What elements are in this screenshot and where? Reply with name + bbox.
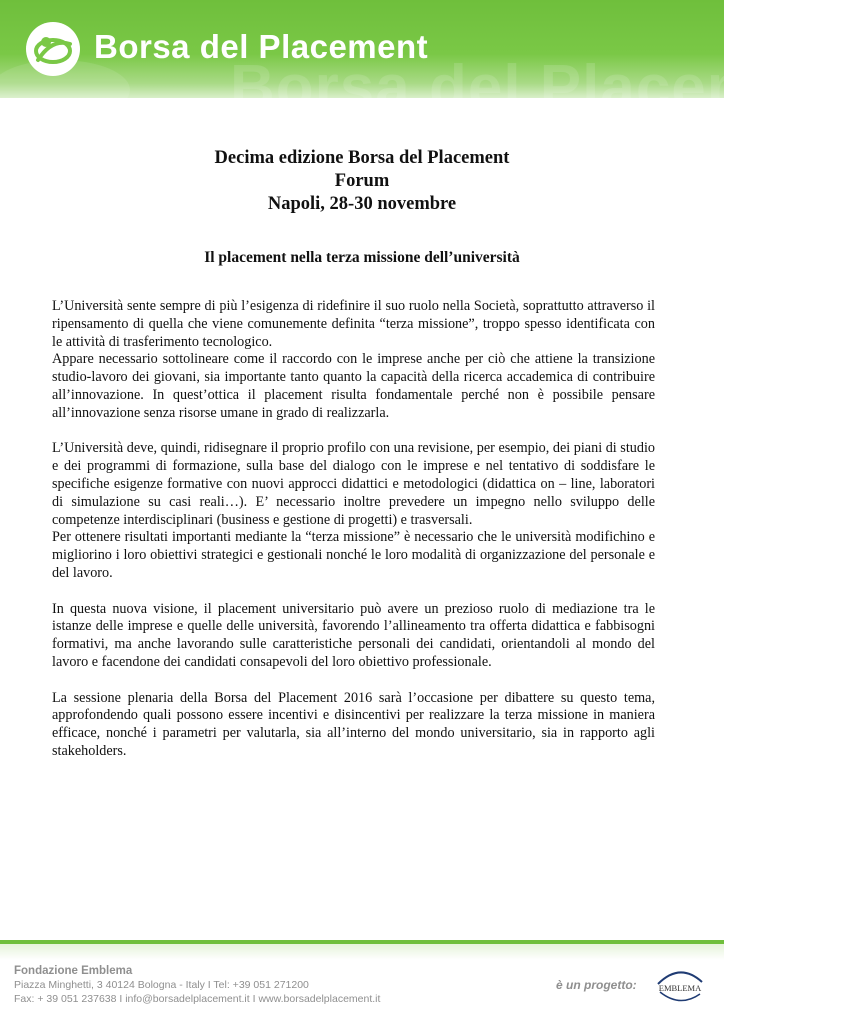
paragraph: Appare necessario sottolineare come il raccordo con le imprese anche per ciò che attiene la transizione studio-lavoro dei giovani, sia importante tanto quanto la capacità della ricerca accademica di contribuire all’innovazione. In quest’ottica il placement risulta fondamentale perché non è possibile pensare all’innovazione senza risorse umane in grado di realizzarla. [52,351,655,421]
paragraph: L’Università deve, quindi, ridisegnare il proprio profilo con una revisione, per esempio, dei piani di studio e dei programmi di formazione, sulla base del dialogo con le imprese e nel tentativo di soddisfare le specifiche esigenze formative con nuovi approcci didattici e metodologici (didattica on – line, laboratori di simulazione su casi reali…). E’ necessario inoltre prevedere un impegno nello sviluppo delle competenze interdisciplinari (business e gestione di progetti) e trasversali. [52,440,655,528]
title-edition: Decima edizione Borsa del Placement [214,148,510,168]
document-body [52,298,655,761]
footer-address: Piazza Minghetti, 3 40124 Bologna - Italy I Tel: +39 051 271200 [14,979,309,991]
banner-watermark-text: Borsa del Placement [230,53,859,122]
project-label: è un progetto: [556,978,637,992]
title-location-date: Napoli, 28-30 novembre [267,194,457,214]
footer-divider-fade [0,944,724,960]
paragraph: L’Università sente sempre di più l’esigenza di ridefinire il suo ruolo nella Società, soprattutto attraverso il ripensamento di quella che viene comunemente definita “terza missione”, troppo spesso identificata con le attività di trasferimento tecnologico. [52,298,655,350]
document-subtitle: Il placement nella terza missione dell’università [204,249,520,266]
emblema-logo-text: EMBLEMA [658,983,702,993]
footer-contacts: Fax: + 39 051 237638 I info@borsadelplacement.it I www.borsadelplacement.it [14,993,381,1005]
emblema-logo-icon [652,964,708,1008]
header-banner [0,0,859,122]
footer-contact-block [14,964,380,1006]
borsa-logo-icon [24,20,82,78]
document-title [0,147,724,216]
paragraph: Per ottenere risultati importanti mediante la “terza missione” è necessario che le università modifichino e migliorino i loro obiettivi strategici e gestionali nonché le loro modalità di organizzazione del personale e del lavoro. [52,529,655,581]
paragraph: La sessione plenaria della Borsa del Placement 2016 sarà l’occasione per dibattere su questo tema, approfondendo quali possono essere incentivi e disincentivi per realizzare la terza missione in maniera efficace, nonché i parametri per valutarla, sia all’interno del mondo universitario, sia in rapporto agli stakeholders. [52,689,655,759]
paragraph: In questa nuova visione, il placement universitario può avere un prezioso ruolo di mediazione tra le istanze delle imprese e quelle delle università, favorendo l’allineamento tra offerta didattica e fabbisogni formativi, ma anche lavorando sulle caratteristiche personali dei candidati, orientandoli al mondo del lavoro e facendone dei candidati consapevoli del loro obiettivo professionale. [52,600,655,670]
footer-org-name: Fondazione Emblema [14,965,133,977]
title-forum: Forum [334,171,390,191]
brand-title: Borsa del Placement [94,28,429,65]
